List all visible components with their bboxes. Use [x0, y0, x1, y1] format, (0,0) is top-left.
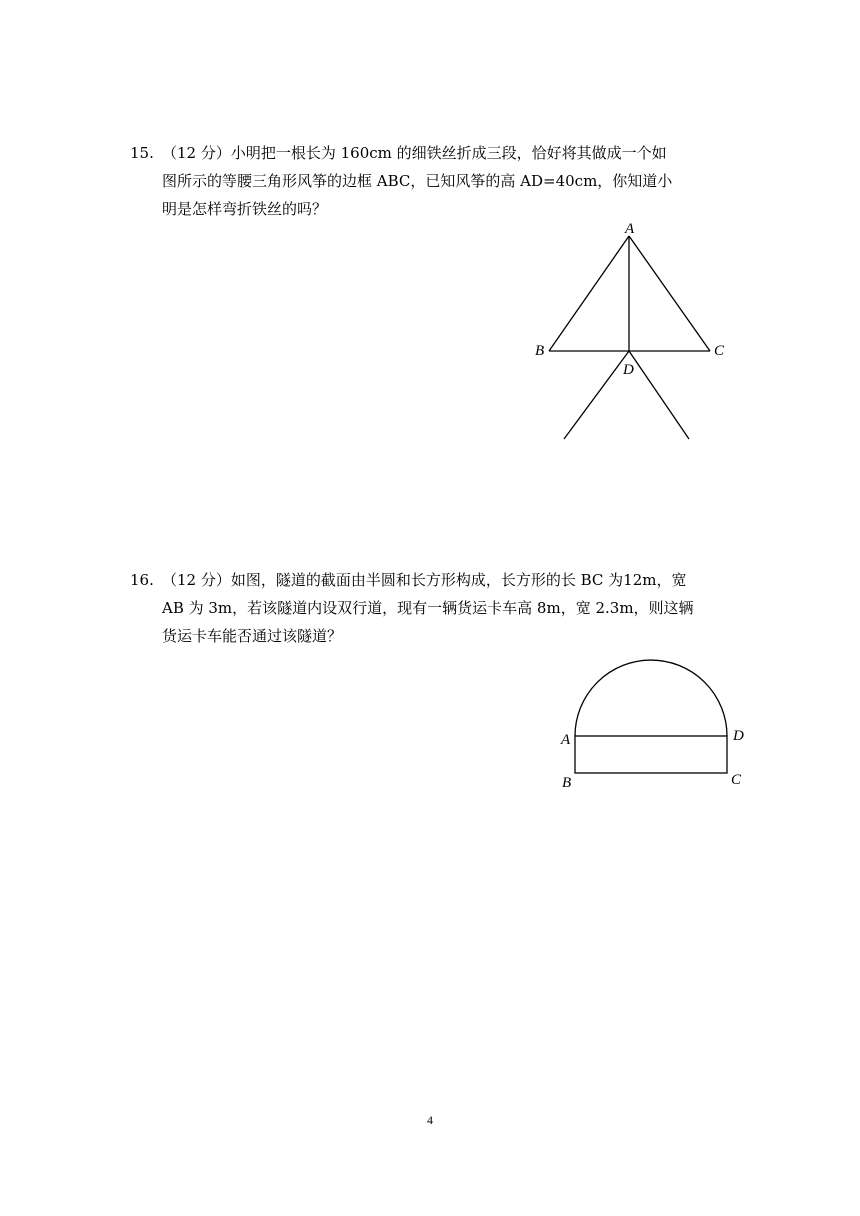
tunnel-rectangle [575, 736, 727, 773]
kite-tail-right [629, 351, 689, 439]
tunnel-label-b: B [562, 775, 572, 791]
tunnel-label-d: D [733, 728, 744, 744]
problem-text [130, 139, 740, 223]
problem-line: AB 为 3m，若该隧道内设双行道，现有一辆货运卡车高 8m，宽 2.3m，则这辆 [162, 599, 694, 617]
problem-number: 15. [130, 144, 154, 162]
problem-line: 明是怎样弯折铁丝的吗？ [162, 200, 328, 218]
problem-number: 16. [130, 571, 154, 589]
problem-line: （12 分）如图，隧道的截面由半圆和长方形构成，长方形的长 BC 为12m，宽 [162, 571, 687, 589]
problem-text [130, 566, 740, 650]
tunnel-semicircle [575, 660, 727, 736]
kite-label-c: C [714, 343, 725, 359]
problem-line: （12 分）小明把一根长为 160cm 的细铁丝折成三段，恰好将其做成一个如 [162, 144, 667, 162]
problem-15 [130, 139, 740, 223]
page-number: 4 [427, 1113, 433, 1127]
problem-16 [130, 566, 740, 650]
kite-label-a: A [625, 221, 635, 237]
kite-side-ab [549, 236, 629, 351]
tunnel-label-c: C [731, 772, 742, 788]
problem-line: 图所示的等腰三角形风筝的边框 ABC，已知风筝的高 AD=40cm，你知道小 [162, 172, 673, 190]
kite-side-ac [629, 236, 710, 351]
kite-label-b: B [535, 343, 545, 359]
problem-line: 货运卡车能否通过该隧道？ [162, 627, 343, 645]
tunnel-label-a: A [561, 732, 571, 748]
kite-tail-left [564, 351, 629, 439]
kite-label-d: D [623, 362, 634, 378]
